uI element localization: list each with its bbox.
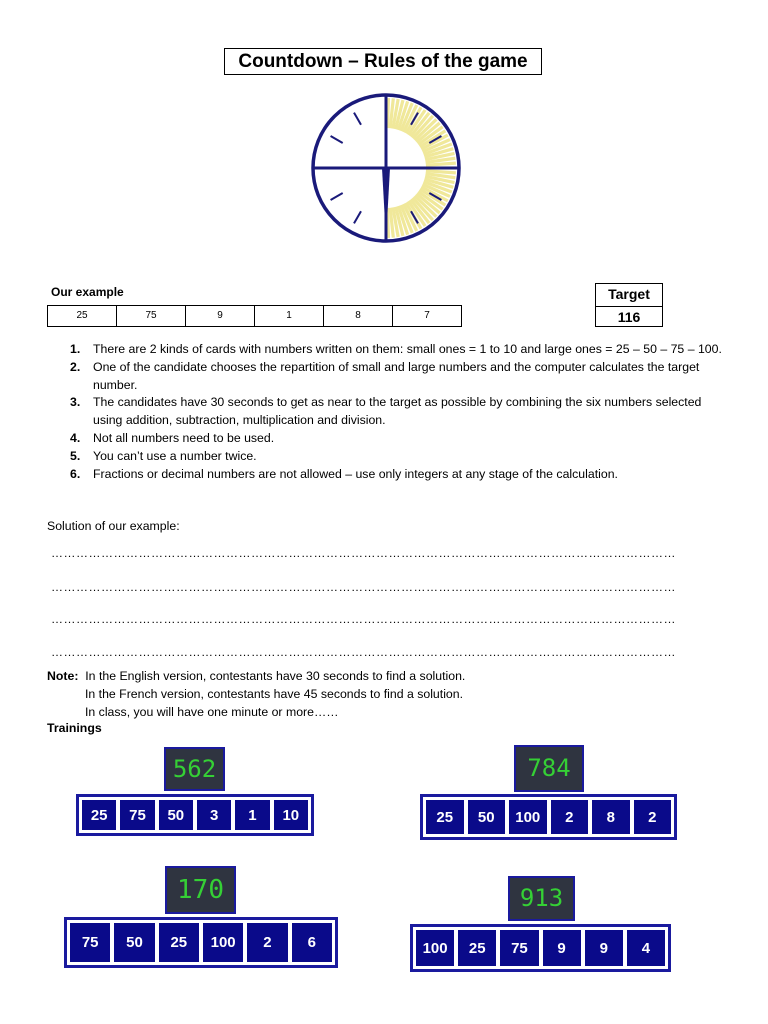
answer-line[interactable]: …………………………………………………………………………………………………………………………………… <box>51 645 676 659</box>
rule-item <box>70 466 730 484</box>
target-box <box>595 283 663 327</box>
number-tile: 25 <box>81 799 117 831</box>
number-tile: 2 <box>246 922 288 963</box>
answer-line[interactable]: …………………………………………………………………………………………………………………………………… <box>51 580 676 594</box>
number-tile: 50 <box>467 799 507 835</box>
rule-text: Fractions or decimal numbers are not allowed – use only integers at any stage of the calculation. <box>93 466 618 481</box>
number-tile: 4 <box>626 929 666 967</box>
example-number: 9 <box>186 306 255 326</box>
rule-item <box>70 430 730 448</box>
training-number-tiles <box>76 794 314 836</box>
rule-text: You can’t use a number twice. <box>93 448 257 463</box>
number-tile: 100 <box>415 929 455 967</box>
number-tile: 75 <box>69 922 111 963</box>
rules-list <box>70 341 730 483</box>
number-tile: 2 <box>550 799 590 835</box>
number-tile: 25 <box>457 929 497 967</box>
rule-item <box>70 359 730 395</box>
note-label: Note: <box>47 669 79 683</box>
number-tile: 2 <box>633 799 673 835</box>
number-tile: 100 <box>202 922 244 963</box>
target-label: Target <box>596 284 662 307</box>
example-label: Our example <box>51 285 124 299</box>
answer-line[interactable]: …………………………………………………………………………………………………………………………………… <box>51 612 676 626</box>
rule-item <box>70 394 730 430</box>
note-line: In the French version, contestants have 45 seconds to find a solution. <box>85 687 464 701</box>
number-tile: 50 <box>113 922 155 963</box>
clock-tick <box>354 113 361 125</box>
clock-tick <box>354 211 361 223</box>
example-number: 1 <box>255 306 324 326</box>
rule-text: One of the candidate chooses the repartition of small and large numbers and the computer calculates the target number. <box>93 359 700 392</box>
number-tile: 75 <box>499 929 539 967</box>
example-number: 25 <box>48 306 117 326</box>
rule-number: 3. <box>70 395 81 410</box>
note-line: In class, you will have one minute or more…… <box>85 705 339 719</box>
note-block <box>47 667 465 721</box>
number-tile: 100 <box>508 799 548 835</box>
number-tile: 6 <box>291 922 333 963</box>
rule-number: 4. <box>70 430 81 445</box>
trainings-heading: Trainings <box>47 721 102 735</box>
rule-text: The candidates have 30 seconds to get as near to the target as possible by combining the six numbers selected using addition, subtraction, multiplication and division. <box>93 395 702 428</box>
elapsed-ray <box>387 208 388 238</box>
solution-label: Solution of our example: <box>47 519 180 533</box>
example-number: 8 <box>324 306 393 326</box>
countdown-clock-icon <box>305 92 467 244</box>
rule-text: There are 2 kinds of cards with numbers written on them: small ones = 1 to 10 and large ones = 25 – 50 – 75 – 100. <box>93 342 722 356</box>
elapsed-ray <box>426 171 456 173</box>
training-target-display: 784 <box>514 745 584 792</box>
number-tile: 9 <box>584 929 624 967</box>
number-tile: 1 <box>234 799 270 831</box>
elapsed-ray <box>426 163 456 165</box>
training-target-display: 562 <box>164 747 225 791</box>
number-tile: 8 <box>591 799 631 835</box>
training-target-display: 913 <box>508 876 575 921</box>
example-number: 75 <box>117 306 186 326</box>
example-numbers <box>47 305 462 327</box>
rule-item <box>70 448 730 466</box>
number-tile: 50 <box>158 799 194 831</box>
training-number-tiles <box>410 924 671 972</box>
rule-number: 5. <box>70 448 81 463</box>
rule-number: 1. <box>70 342 81 356</box>
number-tile: 25 <box>425 799 465 835</box>
number-tile: 9 <box>542 929 582 967</box>
number-tile: 75 <box>119 799 155 831</box>
rule-number: 6. <box>70 466 81 481</box>
number-tile: 25 <box>158 922 200 963</box>
number-tile: 10 <box>273 799 309 831</box>
note-line: In the English version, contestants have 30 seconds to find a solution. <box>85 669 466 683</box>
rule-item <box>70 341 730 359</box>
training-target-display: 170 <box>165 866 236 914</box>
clock-tick <box>331 136 343 143</box>
clock-tick <box>331 193 343 200</box>
training-number-tiles <box>420 794 677 840</box>
rule-number: 2. <box>70 359 81 374</box>
answer-line[interactable]: …………………………………………………………………………………………………………………………………… <box>51 546 676 560</box>
example-number: 7 <box>424 310 430 321</box>
page-title: Countdown – Rules of the game <box>224 48 542 75</box>
number-tile: 3 <box>196 799 232 831</box>
elapsed-ray <box>387 98 388 128</box>
training-number-tiles <box>64 917 338 968</box>
rule-text: Not all numbers need to be used. <box>93 430 275 445</box>
target-value: 116 <box>617 309 641 325</box>
